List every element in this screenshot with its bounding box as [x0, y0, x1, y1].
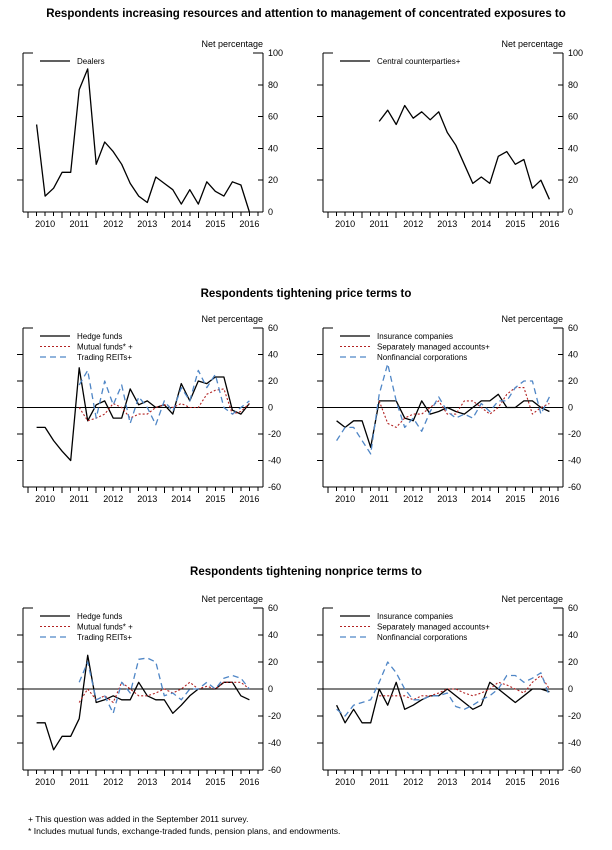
svg-text:0: 0	[568, 402, 574, 413]
svg-text:Insurance companies: Insurance companies	[377, 332, 454, 341]
svg-text:Hedge funds: Hedge funds	[77, 332, 123, 341]
svg-text:20: 20	[268, 657, 279, 667]
svg-text:2012: 2012	[403, 494, 424, 504]
svg-text:2012: 2012	[103, 219, 124, 229]
svg-text:2011: 2011	[369, 777, 389, 787]
svg-text:2010: 2010	[335, 494, 356, 504]
svg-text:2015: 2015	[505, 219, 526, 229]
svg-text:-20: -20	[268, 429, 282, 439]
svg-text:100: 100	[568, 48, 584, 58]
svg-text:2015: 2015	[505, 494, 526, 504]
svg-text:0: 0	[268, 402, 274, 413]
svg-text:2010: 2010	[35, 777, 56, 787]
footnotes	[28, 814, 340, 837]
svg-text:2010: 2010	[35, 219, 56, 229]
svg-text:2015: 2015	[205, 777, 226, 787]
svg-text:2013: 2013	[437, 219, 458, 229]
svg-text:2013: 2013	[437, 777, 458, 787]
svg-text:2010: 2010	[35, 494, 56, 504]
svg-text:Net percentage: Net percentage	[501, 594, 563, 604]
svg-text:60: 60	[568, 603, 579, 613]
svg-text:0: 0	[268, 207, 274, 217]
section-title-increasing-resources: Respondents increasing resources and attention to management of concentrated exposures to	[46, 8, 566, 20]
svg-text:-60: -60	[268, 765, 282, 775]
svg-text:2014: 2014	[171, 219, 192, 229]
svg-text:20: 20	[268, 175, 279, 186]
svg-text:-40: -40	[568, 455, 582, 466]
svg-text:Net percentage: Net percentage	[201, 594, 263, 604]
svg-text:2015: 2015	[205, 219, 226, 229]
svg-text:2010: 2010	[335, 777, 356, 787]
svg-text:Mutual funds* +: Mutual funds* +	[77, 622, 133, 632]
svg-text:-20: -20	[268, 711, 282, 721]
svg-text:2013: 2013	[137, 219, 158, 229]
svg-text:40: 40	[268, 630, 279, 640]
svg-text:2015: 2015	[505, 777, 526, 787]
svg-text:2010: 2010	[335, 219, 356, 229]
svg-text:Hedge funds: Hedge funds	[77, 612, 123, 621]
svg-text:40: 40	[568, 630, 579, 640]
chart-central-counterparties	[310, 30, 602, 230]
svg-text:Separately managed accounts+: Separately managed accounts+	[377, 342, 490, 352]
section-title-price-terms: Respondents tightening price terms to	[200, 288, 412, 300]
svg-text:-40: -40	[268, 455, 282, 466]
price-terms-funds-line-chart	[10, 310, 302, 506]
svg-text:20: 20	[568, 175, 579, 186]
svg-text:2016: 2016	[239, 219, 260, 229]
svg-text:Mutual funds* +: Mutual funds* +	[77, 342, 133, 352]
svg-text:-60: -60	[268, 482, 282, 492]
svg-text:Net percentage: Net percentage	[501, 314, 563, 324]
central-counterparties-line-chart	[310, 30, 602, 230]
chart-price-terms-funds	[10, 310, 302, 506]
svg-text:Dealers: Dealers	[77, 57, 105, 66]
chart-nonprice-terms-funds	[10, 590, 302, 790]
svg-text:2014: 2014	[171, 777, 192, 787]
svg-text:40: 40	[268, 143, 279, 154]
svg-text:2011: 2011	[369, 494, 389, 504]
svg-text:80: 80	[568, 79, 579, 90]
svg-text:Nonfinancial corporations: Nonfinancial corporations	[377, 353, 468, 362]
svg-text:2016: 2016	[539, 777, 560, 787]
dealers-line-chart	[10, 30, 302, 230]
svg-text:-40: -40	[568, 738, 582, 748]
svg-text:40: 40	[568, 349, 579, 360]
footnote-plus: + This question was added in the September 2011 survey.	[28, 814, 249, 824]
svg-text:Net percentage: Net percentage	[501, 39, 563, 49]
svg-text:40: 40	[268, 349, 279, 360]
svg-text:2016: 2016	[239, 777, 260, 787]
svg-text:60: 60	[268, 603, 279, 613]
svg-text:2011: 2011	[69, 494, 89, 504]
svg-text:0: 0	[268, 684, 274, 694]
footnote-star: * Includes mutual funds, exchange-traded funds, pension plans, and endowments.	[28, 825, 341, 836]
svg-text:2014: 2014	[171, 494, 192, 504]
svg-text:0: 0	[568, 684, 574, 694]
svg-text:20: 20	[568, 376, 579, 386]
section-title-nonprice-terms: Respondents tightening nonprice terms to	[190, 566, 422, 578]
svg-text:2011: 2011	[369, 219, 389, 229]
svg-text:Trading REITs+: Trading REITs+	[77, 353, 133, 362]
svg-text:Insurance companies: Insurance companies	[377, 612, 454, 621]
nonprice-terms-institutions-line-chart	[310, 590, 602, 790]
svg-text:60: 60	[568, 323, 579, 333]
svg-text:2016: 2016	[239, 494, 260, 504]
svg-text:-60: -60	[568, 765, 582, 775]
svg-text:60: 60	[268, 323, 279, 333]
svg-text:20: 20	[568, 657, 579, 667]
svg-text:Separately managed accounts+: Separately managed accounts+	[377, 622, 490, 632]
svg-text:2013: 2013	[137, 777, 158, 787]
svg-text:2012: 2012	[103, 777, 124, 787]
svg-text:60: 60	[568, 111, 579, 122]
svg-text:2014: 2014	[471, 777, 492, 787]
svg-text:2014: 2014	[471, 219, 492, 229]
svg-text:2015: 2015	[205, 494, 226, 504]
svg-text:2011: 2011	[69, 777, 89, 787]
chart-nonprice-terms-institutions	[310, 590, 602, 790]
svg-text:20: 20	[268, 376, 279, 386]
svg-text:2013: 2013	[437, 494, 458, 504]
svg-text:2016: 2016	[539, 219, 560, 229]
svg-text:-40: -40	[268, 738, 282, 748]
svg-text:100: 100	[268, 48, 284, 58]
svg-text:80: 80	[268, 79, 279, 90]
svg-text:2016: 2016	[539, 494, 560, 504]
svg-text:2011: 2011	[69, 219, 89, 229]
svg-text:-20: -20	[568, 429, 582, 439]
svg-text:Central counterparties+: Central counterparties+	[377, 57, 461, 66]
svg-text:-20: -20	[568, 711, 582, 721]
chart-dealers	[10, 30, 302, 230]
svg-text:Net percentage: Net percentage	[201, 39, 263, 49]
chart-price-terms-institutions	[310, 310, 602, 506]
svg-text:Trading REITs+: Trading REITs+	[77, 633, 133, 642]
svg-text:2013: 2013	[137, 494, 158, 504]
svg-text:2014: 2014	[471, 494, 492, 504]
svg-text:Net percentage: Net percentage	[201, 314, 263, 324]
svg-text:2012: 2012	[403, 777, 424, 787]
svg-text:2012: 2012	[403, 219, 424, 229]
nonprice-terms-funds-line-chart	[10, 590, 302, 790]
svg-text:60: 60	[268, 111, 279, 122]
price-terms-institutions-line-chart	[310, 310, 602, 506]
svg-text:2012: 2012	[103, 494, 124, 504]
svg-text:40: 40	[568, 143, 579, 154]
svg-text:-60: -60	[568, 482, 582, 492]
svg-text:Nonfinancial corporations: Nonfinancial corporations	[377, 633, 468, 642]
svg-text:0: 0	[568, 207, 574, 217]
